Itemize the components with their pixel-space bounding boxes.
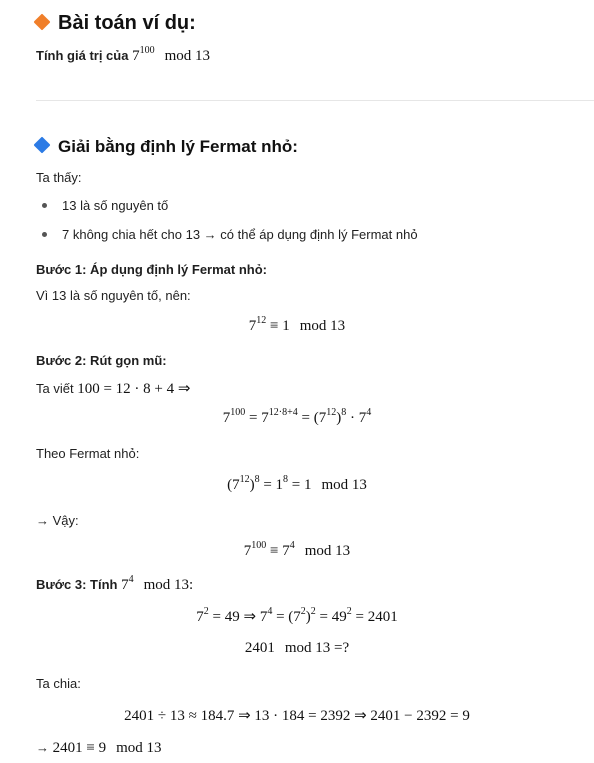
- so-equation: $7^{100} \equiv 7^4$ mod 13: [243, 540, 351, 559]
- section-heading-example: Bài toán ví dụ:: [36, 12, 196, 35]
- problem-statement: Tính giá trị của $7^{100}$ mod 13: [36, 45, 211, 64]
- list-item: 13 là số nguyên tố: [62, 198, 169, 213]
- so-label: → Vậy:: [36, 513, 79, 528]
- blue-diamond-icon: [34, 137, 51, 154]
- step3-title: Bước 3: Tính $7^4$ mod 13:: [36, 574, 194, 593]
- orange-diamond-icon: [34, 14, 51, 31]
- problem-expression: $7^{100}$ mod 13: [132, 45, 211, 64]
- step3-division-equation: 2401 ÷ 13 ≈ 184.7 ⇒ 13 · 184 = 2392 ⇒ 2401 − 2392 = 9: [124, 708, 470, 724]
- list-item: 7 không chia hết cho 13 → có thể áp dụng định lý Fermat nhỏ: [62, 227, 418, 242]
- step3-equation-mod: 2401 mod 13 =?: [244, 640, 350, 656]
- conclusion: → 2401 ≡ 9 mod 13: [36, 740, 162, 756]
- step1-equation: $7^{12} \equiv 1$ mod 13: [248, 315, 346, 334]
- section-heading-fermat: Giải bằng định lý Fermat nhỏ:: [36, 137, 298, 157]
- step2-title: Bước 2: Rút gọn mũ:: [36, 353, 167, 368]
- bullet-dot: [42, 232, 47, 237]
- step2-equation: $7^{100} = 7^{12\cdot 8+4} = (7^{12})^8 \cdot 7^4$: [222, 407, 372, 426]
- fermat-label: Theo Fermat nhỏ:: [36, 446, 140, 461]
- intro-text: Ta thấy:: [36, 170, 82, 185]
- step1-title: Bước 1: Áp dụng định lý Fermat nhỏ:: [36, 262, 267, 277]
- step2-text: Ta viết 100 = 12 · 8 + 4 ⇒: [36, 381, 191, 397]
- fermat-equation: $(7^{12})^8 = 1^8 = 1$ mod 13: [227, 474, 367, 493]
- bullet-dot: [42, 203, 47, 208]
- divide-label: Ta chia:: [36, 676, 81, 691]
- step3-equation-power: $7^2 = 49$ ⇒ $7^4 = (7^2)^2 = 49^2 = 2401$: [196, 606, 398, 625]
- step1-text: Vì 13 là số nguyên tố, nên:: [36, 288, 191, 303]
- section-divider: [36, 100, 594, 101]
